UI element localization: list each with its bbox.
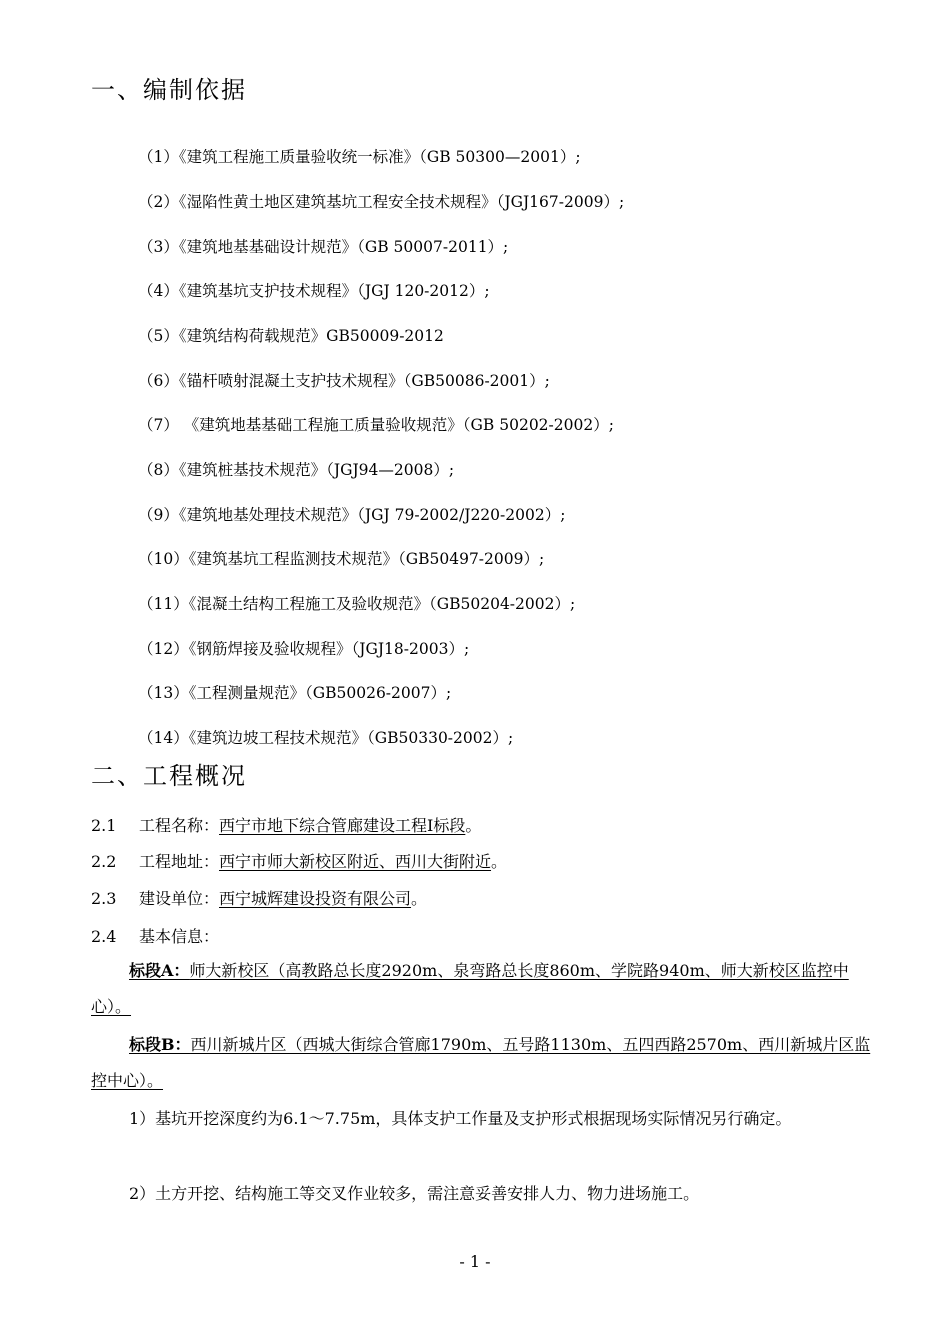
info-row-project-name — [91, 813, 481, 836]
note-excavation-depth: 1）基坑开挖深度约为6.1～7.75m，具体支护工作量及支护形式根据现场实际情况另行确定。 — [129, 1109, 792, 1128]
segment-b-label: 标段B： — [129, 1035, 191, 1054]
segment-a-label: 标段A： — [129, 961, 190, 980]
section-2-title: 二、工程概况 — [91, 762, 247, 790]
info-label: 建设单位： — [139, 889, 220, 908]
info-number: 2.4 — [91, 927, 117, 946]
page-number: - 1 - — [459, 1252, 491, 1271]
reference-item: （9）《建筑地基处理技术规范》（JGJ 79-2002/J220-2002）; — [138, 506, 566, 524]
segment-b-text: 西川新城片区（西城大街综合管廊1790m、五号路1130m、五四西路2570m、西川新城片区监控中心）。 — [91, 1035, 871, 1090]
reference-item: （12）《钢筋焊接及验收规程》（JGJ18-2003）; — [138, 640, 470, 658]
reference-item: （1）《建筑工程施工质量验收统一标准》（GB 50300—2001）; — [138, 148, 581, 166]
reference-item: （10）《建筑基坑工程监测技术规范》（GB50497-2009）; — [138, 550, 545, 568]
info-value: 西宁城辉建设投资有限公司 — [219, 889, 412, 908]
info-end: 。 — [411, 889, 428, 908]
info-end: 。 — [491, 852, 508, 871]
reference-item: （13）《工程测量规范》（GB50026-2007）; — [138, 684, 452, 702]
section-1-title: 一、编制依据 — [91, 76, 247, 104]
info-row-project-address — [91, 849, 507, 872]
info-end: 。 — [465, 816, 482, 835]
info-label: 工程地址： — [139, 852, 220, 871]
reference-item: （7） 《建筑地基基础工程施工质量验收规范》（GB 50202-2002）; — [138, 416, 614, 434]
info-label: 工程名称： — [139, 816, 220, 835]
reference-item: （2）《湿陷性黄土地区建筑基坑工程安全技术规程》（JGJ167-2009）; — [138, 193, 625, 211]
reference-item: （3）《建筑地基基础设计规范》（GB 50007-2011）; — [138, 238, 509, 256]
info-number: 2.3 — [91, 889, 117, 908]
info-row-basic-info — [91, 924, 219, 947]
info-label: 基本信息： — [139, 927, 220, 946]
reference-item: （5）《建筑结构荷载规范》GB50009-2012 — [138, 327, 444, 345]
segment-a-paragraph — [91, 953, 881, 1025]
reference-item: （14）《建筑边坡工程技术规范》（GB50330-2002）; — [138, 729, 514, 747]
info-number: 2.1 — [91, 816, 117, 835]
info-value: 西宁市师大新校区附近、西川大街附近 — [219, 852, 492, 871]
info-number: 2.2 — [91, 852, 117, 871]
reference-item: （6）《锚杆喷射混凝土支护技术规程》（GB50086-2001）; — [138, 372, 550, 390]
segment-b-paragraph — [91, 1027, 881, 1099]
reference-item: （11）《混凝土结构工程施工及验收规范》（GB50204-2002）; — [138, 595, 576, 613]
reference-item: （8）《建筑桩基技术规范》（JGJ94—2008）; — [138, 461, 455, 479]
info-row-client — [91, 886, 427, 909]
reference-item: （4）《建筑基坑支护技术规程》（JGJ 120-2012）; — [138, 282, 490, 300]
segment-a-text: 师大新校区（高教路总长度2920m、泉弯路总长度860m、学院路940m、师大新校区监控中心）。 — [91, 961, 849, 1016]
note-cross-operations: 2）土方开挖、结构施工等交叉作业较多，需注意妥善安排人力、物力进场施工。 — [129, 1184, 700, 1203]
info-value: 西宁市地下综合管廊建设工程I标段 — [219, 816, 466, 835]
